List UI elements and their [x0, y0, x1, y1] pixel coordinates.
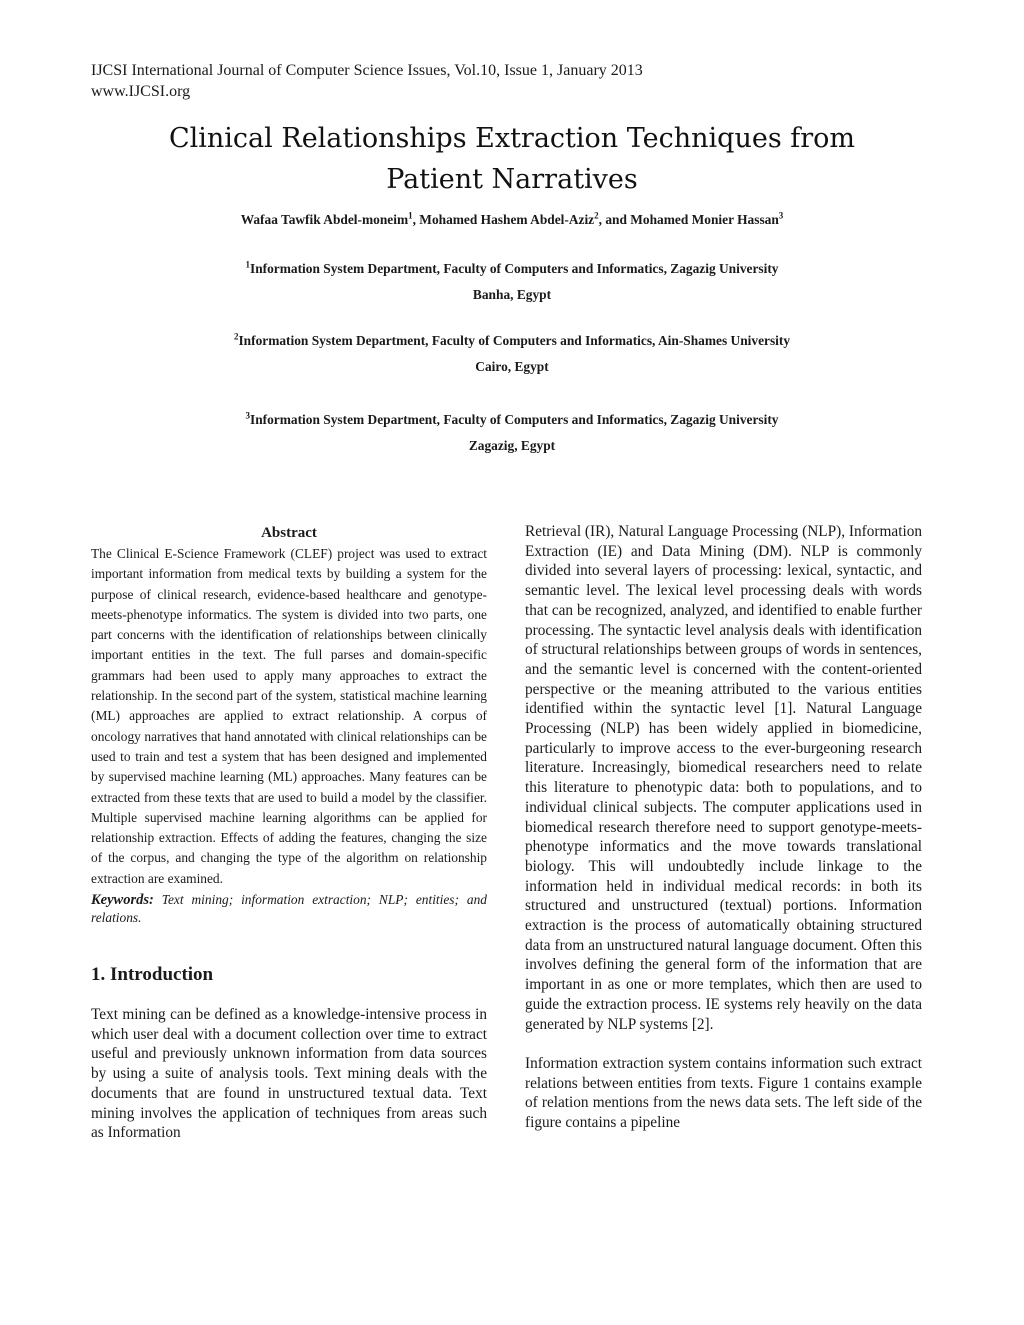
affiliation-1-dept: Information System Department, Faculty of Computers and Informatics, Zagazig University — [249, 261, 779, 276]
journal-citation: IJCSI International Journal of Computer Science Issues, Vol.10, Issue 1, January 2013 — [91, 62, 643, 79]
affiliation-2-dept: Information System Department, Faculty of Computers and Informatics, Ain-Shames University — [238, 333, 791, 348]
affiliation-2 — [80, 328, 944, 380]
left-column — [91, 522, 487, 1143]
author-3-sup: 3 — [778, 210, 784, 221]
affiliation-3 — [80, 407, 944, 459]
author-1-sup: 1 — [408, 210, 413, 221]
affiliation-1-city: Banha, Egypt — [472, 287, 552, 302]
journal-header — [91, 60, 643, 102]
paper-title — [80, 118, 944, 200]
title-line-1: Clinical Relationships Extraction Techniques from — [168, 123, 856, 154]
abstract-text: The Clinical E-Science Framework (CLEF) project was used to extract important information from medical texts by building a system for the purpose of clinical research, evidence-based healthcare and genotype-meets-phenotype informatics. The system is divided into two parts, one part concerns with the identification of relationships between clinically important entities in the text. The full parses and domain-specific grammars had been used to apply many approaches to extract the relationship. In the second part of the system, statistical machine learning (ML) approaches are applied to extract relationship. A corpus of oncology narratives that hand annotated with clinical relationships can be used to train and test a system that has been designed and implemented by supervised machine learning (ML) approaches. Many features can be extracted from these texts that are used to build a model by the classifier. Multiple supervised machine learning algorithms can be applied for relationship extraction. Effects of adding the features, changing the size of the corpus, and changing the type of the algorithm on relationship extraction are examined. — [91, 546, 487, 886]
introduction-paragraph-left: Text mining can be defined as a knowledge-intensive process in which user deal with a document collection over time to extract useful and previously unknown information from data sources by using a suite of analysis tools. Text mining deals with the documents that are found in unstructured textual data. Text mining involves the application of techniques from areas such as Information — [91, 1006, 487, 1142]
affiliation-3-dept: Information System Department, Faculty of Computers and Informatics, Zagazig University — [249, 412, 779, 427]
affiliation-2-city: Cairo, Egypt — [475, 359, 549, 374]
right-column — [525, 522, 922, 1133]
affiliation-3-sup: 3 — [245, 410, 250, 421]
author-2-sup: 2 — [594, 210, 599, 221]
affiliation-1-sup: 1 — [245, 259, 250, 270]
journal-url: www.IJCSI.org — [91, 83, 191, 100]
author-list — [80, 212, 944, 228]
keywords-label: Keywords: — [91, 892, 154, 909]
keywords-list: Text mining; information extraction; NLP; entities; and relations. — [91, 892, 487, 926]
introduction-paragraph-2: Information extraction system contains information such extract relations between entities from texts. Figure 1 contains example of relation mentions from the news data sets. The left side of the figure contains a pipeline — [525, 1054, 922, 1132]
keywords — [91, 891, 487, 927]
author-2: , Mohamed Hashem Abdel-Aziz — [412, 212, 595, 227]
section-heading-introduction: 1. Introduction — [91, 964, 214, 986]
title-line-2: Patient Narratives — [386, 164, 638, 195]
author-1: Wafaa Tawfik Abdel-moneim — [240, 212, 409, 227]
author-3: , and Mohamed Monier Hassan — [598, 212, 779, 227]
affiliation-2-sup: 2 — [233, 331, 239, 342]
abstract-heading: Abstract — [261, 525, 317, 541]
affiliation-1 — [80, 256, 944, 308]
introduction-paragraph-right: Retrieval (IR), Natural Language Processing (NLP), Information Extraction (IE) and Data Mining (DM). NLP is commonly divided into several layers of processing: lexical, syntactic, and semantic level. The lexical level processing deals with words that can be recognized, analyzed, and identified to enable further processing. The syntactic level analysis deals with identification of structural relationships between groups of words in sentences, and the semantic level is concerned with the content-oriented perspective or the meaning attributed to the various entities identified within the syntactic level [1]. Natural Language Processing (NLP) has been widely applied in biomedicine, particularly to improve access to the ever-burgeoning research literature. Increasingly, biomedical researchers need to relate this literature to phenotypic data: both to populations, and to individual clinical subjects. The computer applications used in biomedical research therefore need to support genotype-meets-phenotype informatics and the move towards translational biology. This will undoubtedly include linkage to the information held in individual medical records: in both its structured and unstructured (textual) portions. Information extraction is the process of automatically obtaining structured data from an unstructured natural language document. Often this involves defining the general form of the information that are important in as one or more templates, which then are used to guide the extraction process. IE systems rely heavily on the data generated by NLP systems [2]. — [525, 523, 922, 1033]
affiliation-3-city: Zagazig, Egypt — [468, 438, 556, 453]
